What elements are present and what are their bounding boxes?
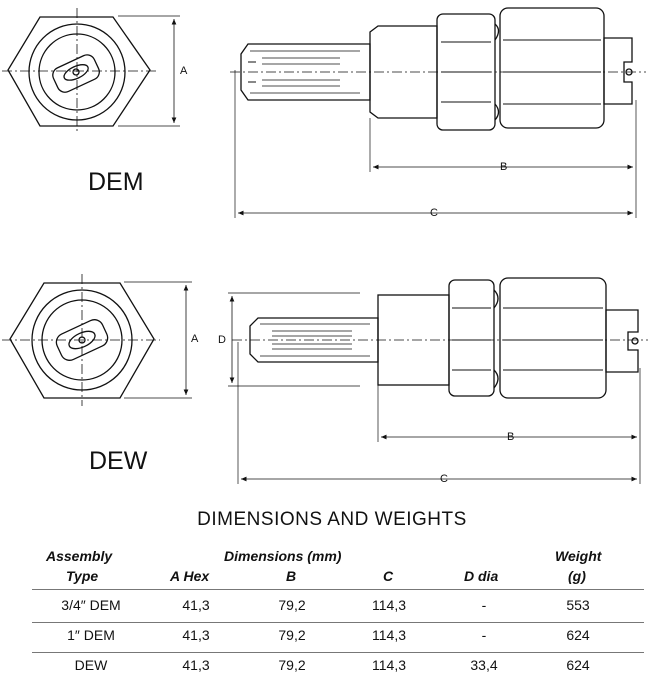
cell-b: 79,2 bbox=[278, 597, 306, 613]
dew-dim-b-label: B bbox=[507, 431, 515, 443]
cell-weight: 624 bbox=[566, 657, 590, 673]
dew-side-view bbox=[228, 278, 648, 484]
header-c: C bbox=[383, 568, 394, 584]
cell-type: 3/4″ DEM bbox=[61, 597, 121, 613]
header-weight: Weight bbox=[555, 548, 602, 564]
table-header bbox=[32, 545, 644, 587]
table-row bbox=[32, 653, 644, 682]
header-weight-unit: (g) bbox=[568, 568, 586, 584]
dem-dim-a-label: A bbox=[180, 65, 188, 77]
cell-d: - bbox=[481, 627, 487, 643]
cell-d: - bbox=[481, 597, 487, 613]
cell-weight: 624 bbox=[566, 627, 590, 643]
cell-weight: 553 bbox=[566, 597, 590, 613]
cell-b: 79,2 bbox=[278, 627, 306, 643]
dem-dim-b-label: B bbox=[500, 161, 508, 173]
header-d-dia: D dia bbox=[464, 568, 499, 584]
dem-end-view bbox=[2, 8, 180, 134]
table-row bbox=[32, 593, 644, 622]
table-title: DIMENSIONS AND WEIGHTS bbox=[197, 509, 467, 530]
dew-dim-d-label: D bbox=[218, 334, 226, 346]
table-body bbox=[32, 593, 644, 682]
header-type: Type bbox=[66, 568, 99, 584]
cell-c: 114,3 bbox=[372, 657, 406, 673]
header-b: B bbox=[286, 568, 297, 584]
cell-type: DEW bbox=[74, 657, 108, 673]
header-a-hex: A Hex bbox=[170, 568, 210, 584]
dew-dim-a-label: A bbox=[191, 333, 199, 345]
cell-a: 41,3 bbox=[182, 657, 210, 673]
dew-end-view bbox=[2, 274, 192, 406]
dem-side-view bbox=[230, 8, 646, 218]
dimensions-table bbox=[32, 545, 644, 673]
cell-a: 41,3 bbox=[182, 597, 210, 613]
cell-b: 79,2 bbox=[278, 657, 306, 673]
header-rule bbox=[32, 589, 644, 590]
table-row bbox=[32, 623, 644, 652]
dew-model-label: DEW bbox=[89, 447, 148, 475]
cell-type: 1″ DEM bbox=[67, 627, 115, 643]
dem-model-label: DEM bbox=[88, 168, 144, 196]
dew-dim-c-label: C bbox=[440, 473, 448, 485]
cell-c: 114,3 bbox=[372, 627, 406, 643]
header-dimensions: Dimensions (mm) bbox=[224, 548, 342, 564]
cell-d: 33,4 bbox=[470, 657, 498, 673]
cell-c: 114,3 bbox=[372, 597, 406, 613]
header-assembly: Assembly bbox=[46, 548, 113, 564]
cell-a: 41,3 bbox=[182, 627, 210, 643]
dem-dim-c-label: C bbox=[430, 207, 438, 219]
